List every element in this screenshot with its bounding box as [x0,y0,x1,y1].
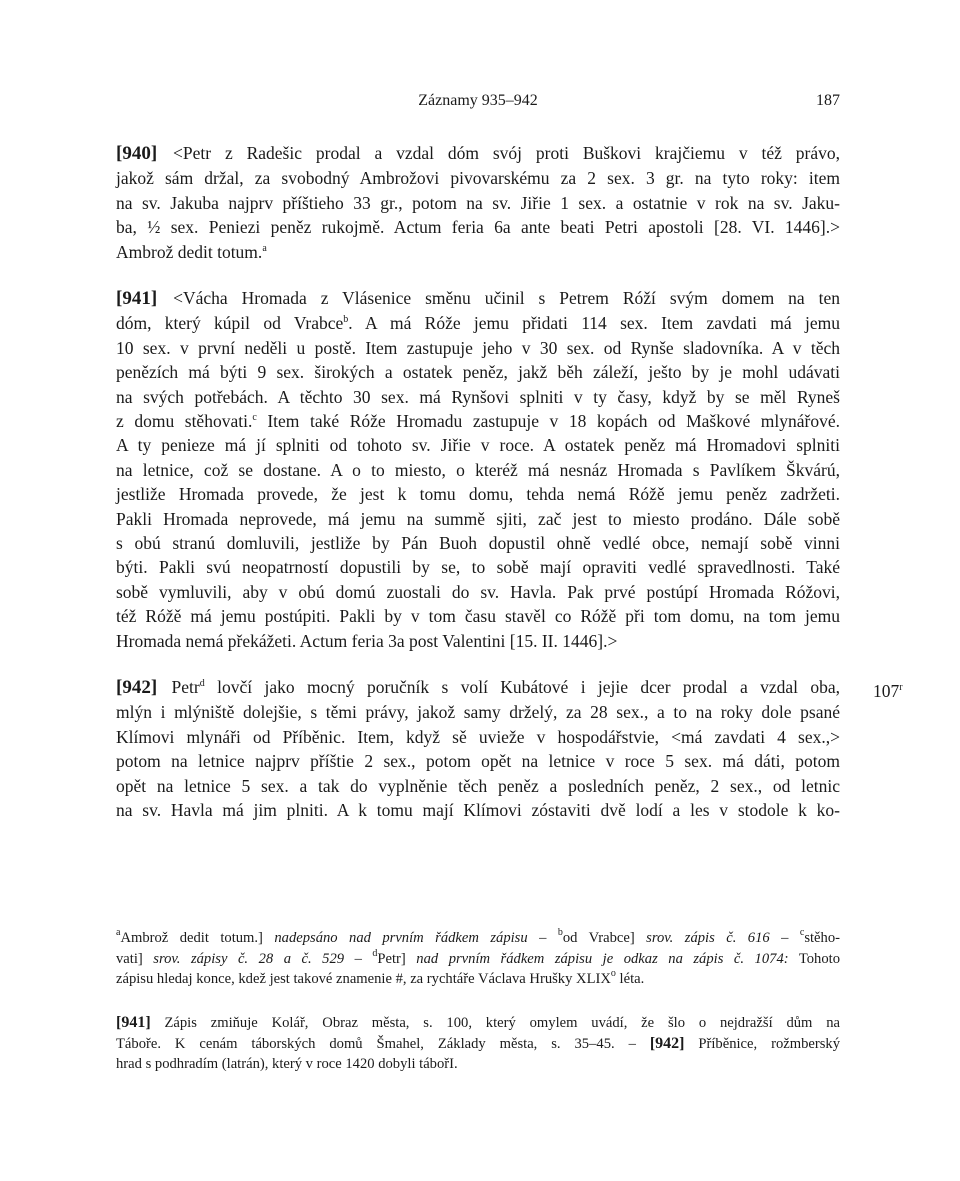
entry-line: opět na letnice 5 sex. a tak do vyplněnie těch peněz a posledních peněz, 2 sex., od letnic [116,775,840,796]
entry-line: též Róžě má jemu postúpiti. Pakli by v tom času stavěl co Róžě při tom domu, na tom jemu [116,606,840,627]
entry-line: Klímovi mlynáři od Příběnic. Item, když sě uvieže v hospodářstvie, <má zavdati 4 sex.,> [116,726,840,747]
commentary-notes: [941] Zápis zmiňuje Kolář, Obraz města, s. 100, který omylem uvádí, že šlo o nejdražší dům na Táboře. K cenám táborských domů Šmahel, Základy města, s. 35–45. – [942] Příběnice, rožmberský hrad s podhradím (latrán), který v roce 1420 dobyli tábořI. [116,1014,840,1073]
entry-first-word: Petr [171,677,200,697]
textual-notes: $^a$Ambrož dedit totum.] nadepsáno nad prvním řádkem zápisu – $^b$od Vrabce] srov. zápis č. 616 – $^c$stěho- vati] srov. zápisy č. 28 a č. 529 – $^d$Petr] nad prvním řádkem zápisu je odkaz na zápis č. 1074: Tohoto zápisu hledaj konce, kdež jest takové znamenie #, za rychtáře Václava Hrušky XLIX$^o$ léta. [116,927,841,988]
page-number: 187 [816,92,840,109]
folio-side: r [899,682,903,693]
entry-line: dóm, který kúpil od Vrabce [116,313,344,334]
entry-line: na svých potřebách. A těchto 30 sex. má Rynšovi splniti v ty časy, když by se měl Ryneš [116,386,840,407]
entry-line: Hromada nemá překážeti. Actum feria 3a post Valentini [15. II. 1446].> [116,630,618,651]
entry-line: jakož sám držal, za svobodný Ambrožovi pivovarskému za 2 sex. 3 gr. na tyto roky: item [116,168,840,189]
entry-line: sobě vymluvili, aby v obú domú zuostali do sv. Havla. Pak prvé postúpí Hromada Róžovi, [116,581,840,602]
entry-line: z domu stěhovati. [116,411,253,432]
entry-940 [116,141,840,264]
footnote-marker: a [262,242,267,254]
footnote-marker: b [343,314,349,326]
entry-line-rest: Item také Róže Hromadu zastupuje v 18 kopách od Maškové mlynářové. [256,411,841,432]
entry-line: potom na letnice najprv příštie 2 sex., potom opět na letnice v roce 5 sex. má dáti, potom [116,751,840,772]
entry-line: <Vácha Hromada z Vlásenice směnu učinil s Petrem Róží svým domem na ten [173,288,841,308]
running-head-title: Záznamy 935–942 [418,92,538,109]
entry-line: býti. Pakli svú neopatrností dopustili by se, to sobě mají opraviti vedlé spravedlnosti. Také [116,557,840,578]
entry-line: <Petr z Radešic prodal a vzdal dóm svój proti Buškovi krajčiemu v též právo, [173,143,840,163]
entry-line: Ambrož dedit totum. [116,241,263,262]
entry-line: A ty penieze má jí splniti od tohoto sv. Jiřie v roce. A ostatek peněz má Hromadovi splniti [116,435,840,456]
folio-margin-note: 107$^r$ [873,681,903,701]
entry-line: 10 sex. v první neděli u postě. Item zastupuje jeho v 30 sex. od Rynše sladovníka. A v těch [116,337,840,358]
entry-942 [116,675,840,822]
entry-line: na sv. Jakuba najprv příštieho 33 gr., potom na sv. Jiřie 1 sex. a ostatnie v rok na sv. Jaku- [116,192,840,213]
entry-line: ba, ½ sex. Peniezi peněz rukojmě. Actum feria 6a ante beati Petri apostoli [28. VI. 1446].> [116,217,840,238]
entry-941 [116,286,840,653]
entry-line: penězích má býti 9 sex. širokých a ostatek peněz, jakž běh záleží, ješto by je mohl udávati [116,362,840,383]
entry-line-rest: . A má Róže jemu přidati 114 sex. Item zavdati má jemu [348,313,840,334]
entry-number: [941] [116,288,158,309]
entry-number: [940] [116,143,158,164]
footnote-marker: d [199,678,205,689]
entry-line: na sv. Havla má jim plniti. A k tomu mají Klímovi zóstaviti dvě lodí a les v stodole k ko- [116,800,840,821]
entry-line: jestliže Hromada provede, že jest k tomu domu, tehda nemá Róžě jemu peněz zadržeti. [116,484,840,505]
footnote-marker: c [252,412,257,424]
entry-number: [942] [116,677,158,698]
running-head [116,92,840,114]
entry-line: mlýn i mlýniště dolejšie, s těmi právy, jakož samy drželý, za 28 sex., a to na roky dole psané [116,702,840,723]
entry-line: s obú stranú domluvili, jestliže by Pán Buoh dopustil ohně vedlé obce, nemají sobě vinni [116,533,840,554]
entry-line: Pakli Hromada neprovede, má jemu na summě sjiti, zač jest to miesto prodáno. Dále sobě [116,508,840,529]
entry-line: lovčí jako mocný poručník s volí Kubátové i jejie dcer prodal a vzdal oba, [204,677,841,697]
entry-line: na letnice, což se dostane. A o to miesto, o kteréž má nesnáz Hromada s Pavlíkem Škvárú, [116,459,840,480]
